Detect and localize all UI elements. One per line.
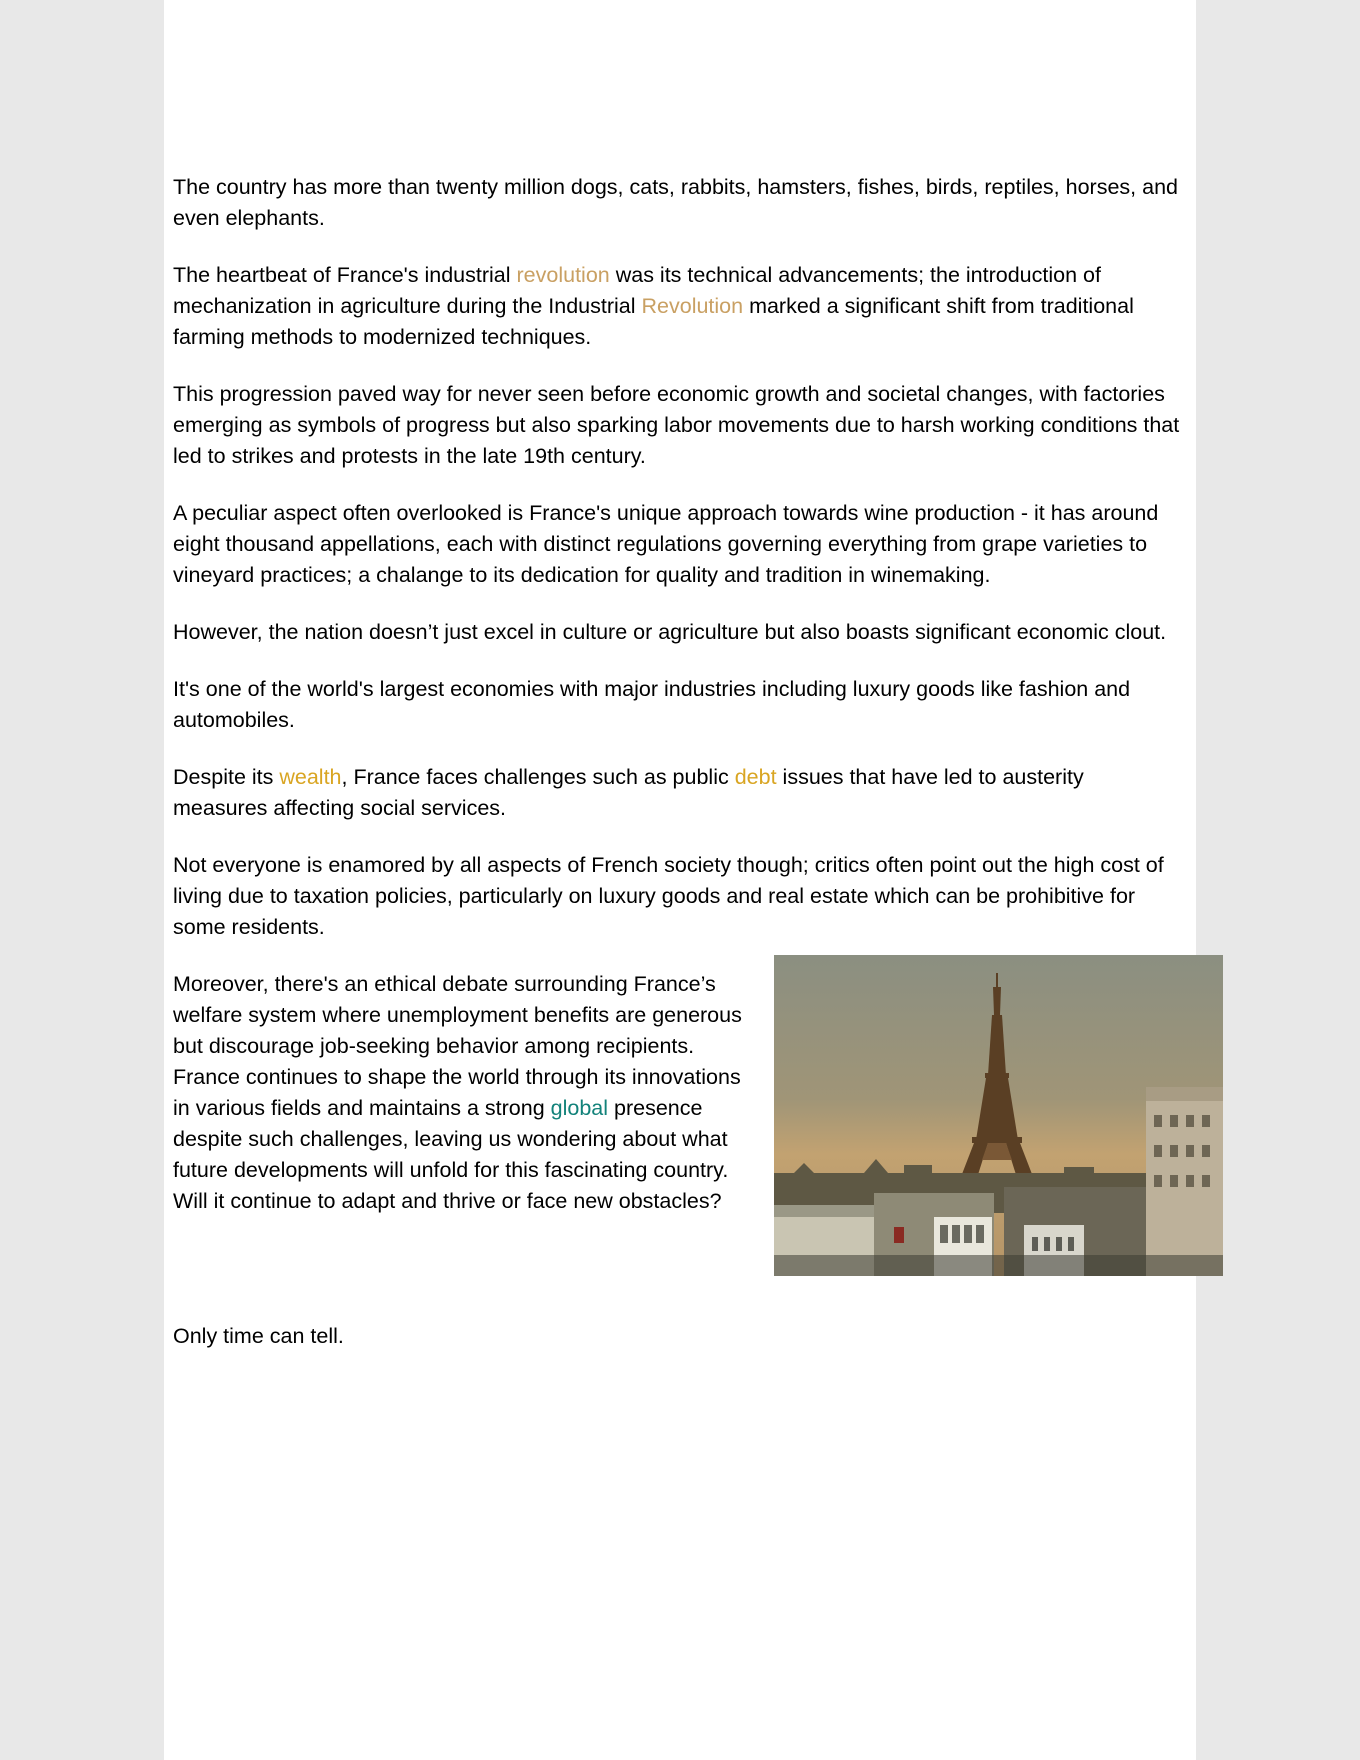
paragraph-wealth-debt (173, 762, 1183, 824)
paragraph-closing: Only time can tell. (173, 1324, 344, 1348)
text-segment: Moreover, there's an ethical debate surrounding France’s welfare system where unemployment benefits are generous but discourage job-seeking behavior among recipients. France continues to shape the world through its innovations in various fields and maintains a strong (173, 972, 742, 1120)
paragraph-welfare (173, 969, 758, 1217)
text-segment: The heartbeat of France's industrial (173, 263, 517, 287)
link-wealth[interactable]: wealth (279, 765, 342, 789)
paragraph-critics: Not everyone is enamored by all aspects of French society though; critics often point out the high cost of living due to taxation policies, particularly on luxury goods and real estate which can be prohibitive for some residents. (173, 853, 1164, 939)
article-body (173, 172, 1183, 1378)
text-segment: , France faces challenges such as public (341, 765, 735, 789)
text-segment: presence despite such challenges, leaving us wondering about what future developments will unfold for this fascinating country. Will it continue to adapt and thrive or face new obstacles? (173, 1096, 729, 1213)
paragraph-economic-clout: However, the nation doesn’t just excel in culture or agriculture but also boasts significant economic clout. (173, 620, 1167, 644)
link-revolution-capital[interactable]: Revolution (641, 294, 744, 318)
text-segment: Despite its (173, 765, 280, 789)
paragraph-progression: This progression paved way for never seen before economic growth and societal changes, with factories emerging as symbols of progress but also sparking labor movements due to harsh working conditions that led to strikes and protests in the late 19th century. (173, 382, 1180, 468)
eiffel-tower-photo (774, 955, 1223, 1276)
paragraph-industrial-revolution (173, 260, 1183, 353)
link-global[interactable]: global (550, 1096, 609, 1120)
text-segment: issues that have led to austerity measures affecting social services. (173, 765, 1084, 820)
text-segment: marked a significant shift from traditional farming methods to modernized techniques. (173, 294, 1134, 349)
text-with-image (173, 969, 1183, 1321)
link-debt[interactable]: debt (734, 765, 777, 789)
text-segment: was its technical advancements; the introduction of mechanization in agriculture during the Industrial (173, 263, 1101, 318)
link-revolution[interactable]: revolution (516, 263, 610, 287)
paragraph-pets: The country has more than twenty million dogs, cats, rabbits, hamsters, fishes, birds, reptiles, horses, and even elephants. (173, 175, 1178, 230)
document-page (164, 0, 1196, 1760)
paragraph-economies: It's one of the world's largest economies with major industries including luxury goods like fashion and automobiles. (173, 677, 1131, 732)
paragraph-wine: A peculiar aspect often overlooked is France's unique approach towards wine production - it has around eight thousand appellations, each with distinct regulations governing everything from grape varieties to vineyard practices; a chalange to its dedication for quality and tradition in winemaking. (173, 501, 1159, 587)
